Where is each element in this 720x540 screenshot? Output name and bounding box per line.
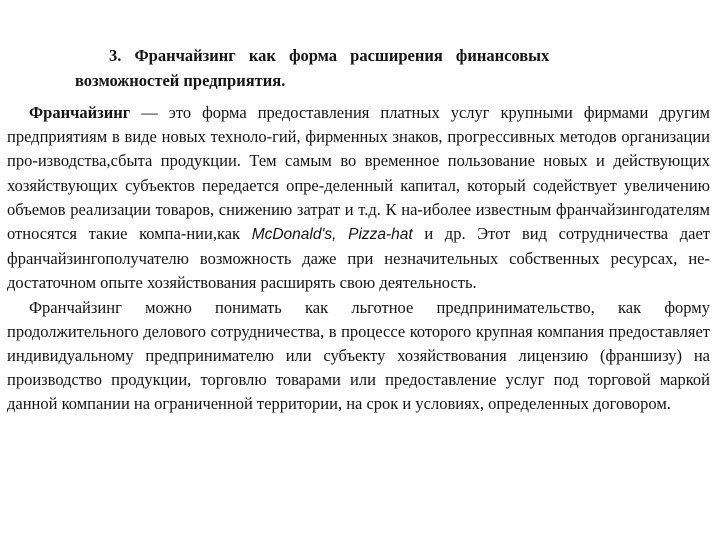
body-text bbox=[7, 101, 710, 417]
paragraph-definition-text-c: и др. Этот вид сотрудничества дает франчайзингополучателю возможность даже при незначительных собственных ресурсах, не-достаточном опыте хозяйствования расширять свою деятельность. bbox=[7, 224, 711, 293]
brand-mcdonalds: McDonald's, bbox=[251, 226, 337, 244]
paragraph-understanding: Франчайзинг можно понимать как льготное предпринимательство, как форму продолжительного делового сотрудничества, в процессе которого крупная компания предоставляет индивидуальному предпринимателю или субъекту хозяйствования лицензию (франшизу) на производство продукции, торговлю товарами или предоставление услуг под торговой маркой данной компании на ограниченной территории, на срок и условиях, определенных договором. bbox=[7, 297, 710, 414]
brand-pizza-hat: Pizza-hat bbox=[348, 226, 413, 244]
paragraph-definition-text-a: — это форма предоставления платных услуг крупными фирмами другим предприятиям в виде новых техноло-гий, фирменных знаков, прогрессивных методов организации про-изводства,сбыта продукции. Тем самым во временное пользование новых и действующих хозяйствующих субъектов передается опре-деленный капитал, который содействует увеличению объемов реализации товаров, снижению затрат и т.д. К на-иболее известным франчайзингодателям относятся такие компа-нии,как bbox=[7, 103, 710, 244]
term-franchising: Франчайзинг bbox=[29, 103, 131, 122]
paragraph-definition bbox=[7, 101, 710, 296]
heading-line-1: 3. Франчайзинг как форма расширения финансовых bbox=[109, 46, 550, 65]
paragraph-definition-text-b bbox=[336, 224, 348, 243]
heading-line-2: возможностей предприятия. bbox=[75, 71, 286, 90]
section-heading bbox=[75, 43, 675, 93]
